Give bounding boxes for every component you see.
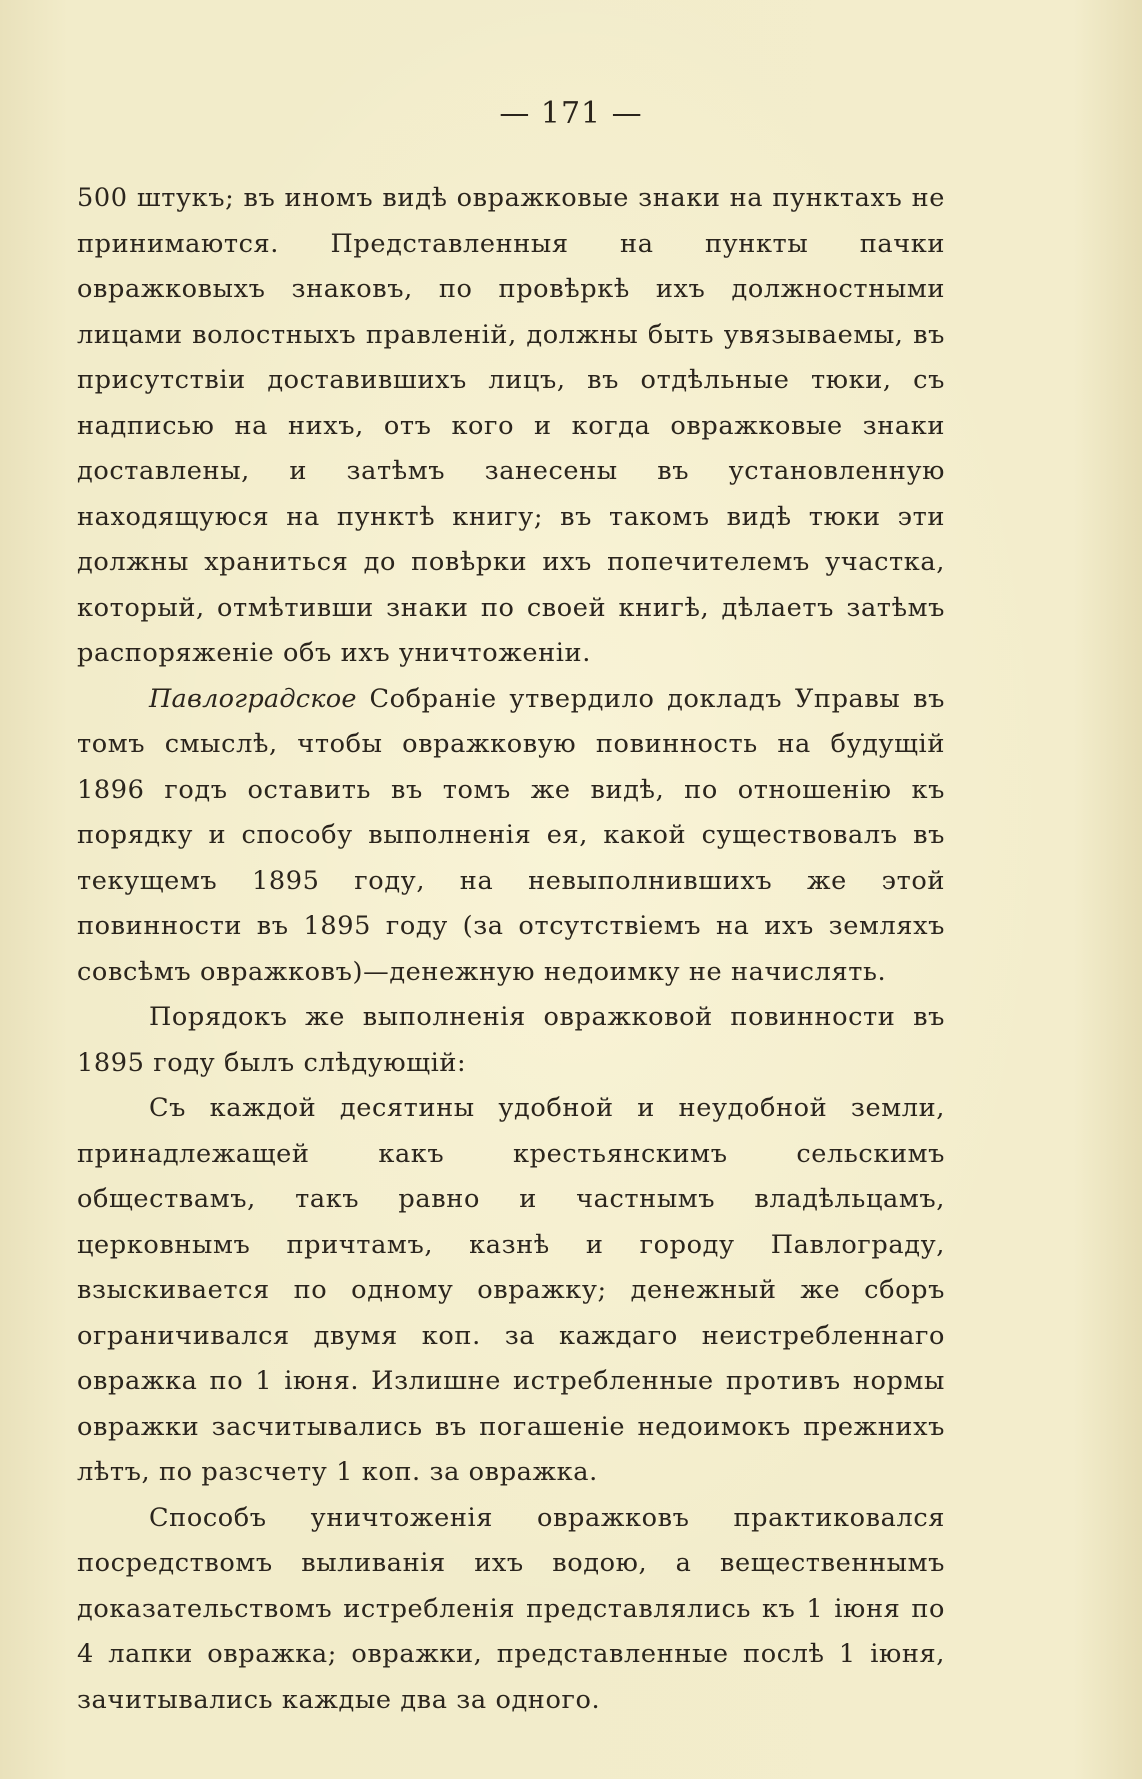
paragraph-2-text: Собраніе утвердило докладъ Управы въ томъ смыслѣ, чтобы овражковую повинность на будущій 1896 годъ оставить въ томъ же видѣ, по отношенію къ порядку и способу выполненія ея, какой существовалъ въ текущемъ 1895 году, на невыполнившихъ же этой повинности въ 1895 году (за отсутствіемъ на ихъ земляхъ совсѣмъ овражковъ)—денежную недоимку не начислять.	[77, 683, 945, 987]
paragraph-3: Порядокъ же выполненія овражковой повинности въ 1895 году былъ слѣдующій:	[77, 1002, 945, 1078]
district-name: Павлоградское	[149, 683, 357, 714]
page-number: — 171 —	[499, 96, 643, 131]
paragraph-5: Способъ уничтоженія овражковъ практиковался посредствомъ выливанія ихъ водою, а вещественнымъ доказательствомъ истребленія представлялись къ 1 іюня по 4 лапки овражка; овражки, представленные послѣ 1 іюня, зачитывались каждые два за одного.	[77, 1502, 945, 1715]
paragraph-1: 500 штукъ; въ иномъ видѣ овражковые знаки на пунктахъ не принимаются. Представленныя на пункты пачки овражковыхъ знаковъ, по провѣркѣ ихъ должностными лицами волостныхъ правленій, должны быть увязываемы, въ присутствіи доставившихъ лицъ, въ отдѣльные тюки, съ надписью на нихъ, отъ кого и когда овражковые знаки доставлены, и затѣмъ занесены въ установленную находящуюся на пунктѣ книгу; въ такомъ видѣ тюки эти должны храниться до повѣрки ихъ попечителемъ участка, который, отмѣтивши знаки по своей книгѣ, дѣлаетъ затѣмъ распоряженіе объ ихъ уничтоженіи.	[77, 183, 945, 668]
paragraph-2	[77, 677, 945, 996]
paragraph-4: Съ каждой десятины удобной и неудобной земли, принадлежащей какъ крестьянскимъ сельскимъ обществамъ, такъ равно и частнымъ владѣльцамъ, церковнымъ причтамъ, казнѣ и городу Павлограду, взыскивается по одному овражку; денежный же сборъ ограничивался двумя коп. за каждаго неистребленнаго овражка по 1 іюня. Излишне истребленные противъ нормы овражки засчитывались въ погашеніе недоимокъ прежнихъ лѣтъ, по разсчету 1 коп. за овражка.	[77, 1093, 945, 1487]
body-text	[77, 176, 945, 1723]
